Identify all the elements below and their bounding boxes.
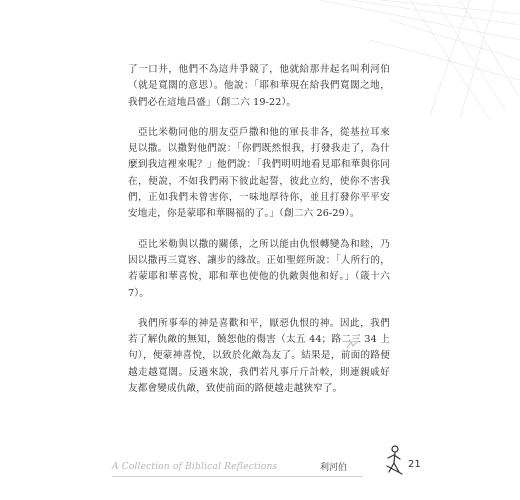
page-number: 21 [408, 459, 421, 470]
paragraph-1: 了一口井，他們不為這井爭競了，他就給那井起名叫利河伯（就是寬闊的意思）。他說：「耶和華現在給我們寬闊之地，我們必在這地昌盛」（創二六 19-22）。 [128, 64, 390, 108]
paragraph-2: 亞比米勒同他的朋友亞戶撒和他的軍長非各，從基拉耳來見以撒。以撒對他們說：「你們既然恨我，打發我走了，為什麼到我這裡來呢？」他們說：「我們明明地看見耶和華與你同在，便說，不如我們兩下彼此起誓，彼此立約，使你不害我們，正如我們未曾害你，一味地厚待你，並且打發你平平安安地走，你是蒙耶和華賜福的了。」（創二六 26-29）。 [128, 126, 390, 220]
footer-author: 利河伯 [320, 463, 348, 473]
footer-divider [112, 476, 362, 477]
paragraph-3: 亞比米勒與以撒的關係，之所以能由仇恨轉變為和睦，乃因以撒再三寬容、讓步的緣故。正如聖經所說：「人所行的，若蒙耶和華喜悅，耶和華也使他的仇敵與他和好。」（箴十六 7）。 [128, 238, 390, 299]
walking-figure-icon [383, 444, 405, 476]
paragraph-4: 我們所事奉的神是喜歡和平，厭惡仇恨的神。因此，我們若了解仇敵的無知，饒恕他的傷害（太五 44；路二三 34 上句），便蒙神喜悅，以致於化敵為友了。結果是，前面的路便越走越寬闊。反過來說，我們若凡事斤斤計較，則連親戚好友都會變成仇敵，致使前面的路便越走越狹窄了。 [128, 317, 390, 395]
body-text [128, 62, 390, 411]
page-footer [0, 440, 520, 500]
pen-scribble-icon [346, 340, 360, 350]
series-title: A Collection of Biblical Reflections [112, 462, 278, 472]
